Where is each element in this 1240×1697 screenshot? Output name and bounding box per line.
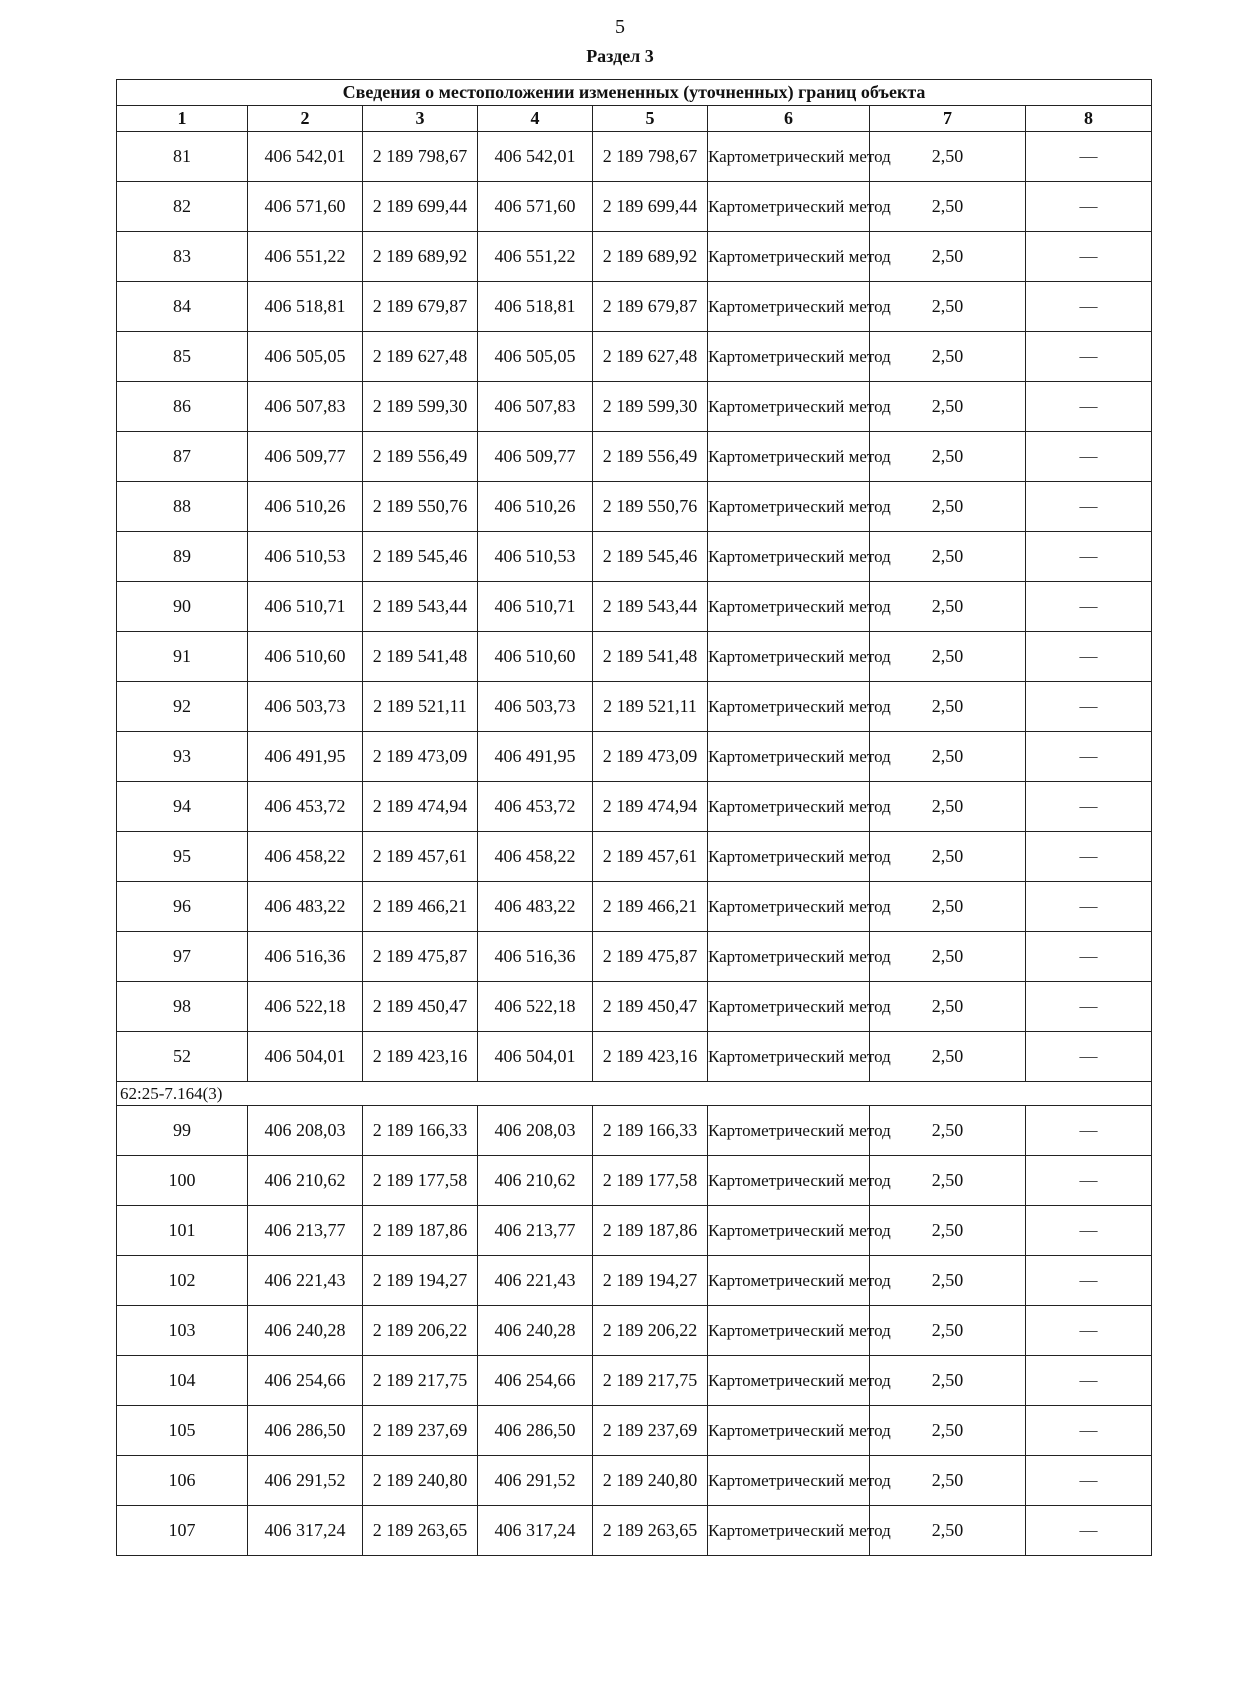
new-y-cell: 2 189 237,69	[593, 1406, 708, 1456]
new-y-cell: 2 189 263,65	[593, 1506, 708, 1556]
description-cell: —	[1026, 232, 1152, 282]
point-number-cell: 83	[117, 232, 248, 282]
existing-x-cell: 406 510,60	[248, 632, 363, 682]
table-row	[117, 882, 1152, 932]
method-cell: Картометрический метод	[708, 232, 870, 282]
accuracy-cell: 2,50	[870, 982, 1026, 1032]
new-y-cell: 2 189 423,16	[593, 1032, 708, 1082]
accuracy-cell: 2,50	[870, 382, 1026, 432]
method-cell: Картометрический метод	[708, 582, 870, 632]
new-x-cell: 406 504,01	[478, 1032, 593, 1082]
new-x-cell: 406 286,50	[478, 1406, 593, 1456]
accuracy-cell: 2,50	[870, 1306, 1026, 1356]
method-cell: Картометрический метод	[708, 1206, 870, 1256]
table-row	[117, 332, 1152, 382]
description-cell: —	[1026, 1156, 1152, 1206]
new-y-cell: 2 189 450,47	[593, 982, 708, 1032]
new-x-cell: 406 210,62	[478, 1156, 593, 1206]
existing-x-cell: 406 522,18	[248, 982, 363, 1032]
point-number-cell: 102	[117, 1256, 248, 1306]
accuracy-cell: 2,50	[870, 582, 1026, 632]
existing-x-cell: 406 317,24	[248, 1506, 363, 1556]
existing-y-cell: 2 189 237,69	[363, 1406, 478, 1456]
accuracy-cell: 2,50	[870, 1456, 1026, 1506]
accuracy-cell: 2,50	[870, 532, 1026, 582]
existing-x-cell: 406 571,60	[248, 182, 363, 232]
method-cell: Картометрический метод	[708, 382, 870, 432]
description-cell: —	[1026, 482, 1152, 532]
existing-y-cell: 2 189 689,92	[363, 232, 478, 282]
accuracy-cell: 2,50	[870, 882, 1026, 932]
description-cell: —	[1026, 182, 1152, 232]
method-cell: Картометрический метод	[708, 332, 870, 382]
new-x-cell: 406 510,60	[478, 632, 593, 682]
new-y-cell: 2 189 699,44	[593, 182, 708, 232]
accuracy-cell: 2,50	[870, 1256, 1026, 1306]
description-cell: —	[1026, 1106, 1152, 1156]
new-x-cell: 406 509,77	[478, 432, 593, 482]
new-x-cell: 406 571,60	[478, 182, 593, 232]
existing-x-cell: 406 213,77	[248, 1206, 363, 1256]
table-row	[117, 1306, 1152, 1356]
new-y-cell: 2 189 545,46	[593, 532, 708, 582]
existing-x-cell: 406 505,05	[248, 332, 363, 382]
accuracy-cell: 2,50	[870, 732, 1026, 782]
accuracy-cell: 2,50	[870, 282, 1026, 332]
new-x-cell: 406 518,81	[478, 282, 593, 332]
method-cell: Картометрический метод	[708, 532, 870, 582]
method-cell: Картометрический метод	[708, 782, 870, 832]
column-number-3: 3	[363, 106, 478, 132]
accuracy-cell: 2,50	[870, 1106, 1026, 1156]
table-row	[117, 632, 1152, 682]
existing-y-cell: 2 189 627,48	[363, 332, 478, 382]
existing-x-cell: 406 208,03	[248, 1106, 363, 1156]
page-number: 5	[615, 16, 625, 38]
table-row	[117, 1106, 1152, 1156]
column-number-2: 2	[248, 106, 363, 132]
existing-x-cell: 406 210,62	[248, 1156, 363, 1206]
table-row	[117, 832, 1152, 882]
table-row	[117, 432, 1152, 482]
existing-y-cell: 2 189 177,58	[363, 1156, 478, 1206]
existing-y-cell: 2 189 194,27	[363, 1256, 478, 1306]
method-cell: Картометрический метод	[708, 432, 870, 482]
table-row	[117, 1156, 1152, 1206]
method-cell: Картометрический метод	[708, 932, 870, 982]
table-row	[117, 1456, 1152, 1506]
method-cell: Картометрический метод	[708, 1156, 870, 1206]
description-cell: —	[1026, 1256, 1152, 1306]
method-cell: Картометрический метод	[708, 882, 870, 932]
method-cell: Картометрический метод	[708, 1256, 870, 1306]
new-y-cell: 2 189 599,30	[593, 382, 708, 432]
column-number-4: 4	[478, 106, 593, 132]
existing-y-cell: 2 189 206,22	[363, 1306, 478, 1356]
accuracy-cell: 2,50	[870, 1206, 1026, 1256]
point-number-cell: 100	[117, 1156, 248, 1206]
new-y-cell: 2 189 543,44	[593, 582, 708, 632]
existing-x-cell: 406 483,22	[248, 882, 363, 932]
boundary-coordinates-table	[116, 79, 1152, 1556]
point-number-cell: 86	[117, 382, 248, 432]
existing-y-cell: 2 189 541,48	[363, 632, 478, 682]
new-x-cell: 406 510,26	[478, 482, 593, 532]
new-x-cell: 406 542,01	[478, 132, 593, 182]
point-number-cell: 81	[117, 132, 248, 182]
new-x-cell: 406 291,52	[478, 1456, 593, 1506]
description-cell: —	[1026, 932, 1152, 982]
new-y-cell: 2 189 473,09	[593, 732, 708, 782]
method-cell: Картометрический метод	[708, 732, 870, 782]
existing-y-cell: 2 189 679,87	[363, 282, 478, 332]
new-y-cell: 2 189 206,22	[593, 1306, 708, 1356]
new-y-cell: 2 189 627,48	[593, 332, 708, 382]
existing-y-cell: 2 189 166,33	[363, 1106, 478, 1156]
table-caption: Сведения о местоположении измененных (уточненных) границ объекта	[117, 80, 1152, 106]
existing-y-cell: 2 189 457,61	[363, 832, 478, 882]
new-y-cell: 2 189 541,48	[593, 632, 708, 682]
existing-x-cell: 406 286,50	[248, 1406, 363, 1456]
accuracy-cell: 2,50	[870, 632, 1026, 682]
point-number-cell: 99	[117, 1106, 248, 1156]
new-y-cell: 2 189 217,75	[593, 1356, 708, 1406]
description-cell: —	[1026, 782, 1152, 832]
existing-y-cell: 2 189 699,44	[363, 182, 478, 232]
point-number-cell: 92	[117, 682, 248, 732]
method-cell: Картометрический метод	[708, 1306, 870, 1356]
existing-x-cell: 406 510,26	[248, 482, 363, 532]
existing-y-cell: 2 189 240,80	[363, 1456, 478, 1506]
table-row	[117, 1206, 1152, 1256]
description-cell: —	[1026, 882, 1152, 932]
new-y-cell: 2 189 475,87	[593, 932, 708, 982]
column-numbers-row	[117, 106, 1152, 132]
description-cell: —	[1026, 332, 1152, 382]
existing-y-cell: 2 189 475,87	[363, 932, 478, 982]
table-row	[117, 382, 1152, 432]
description-cell: —	[1026, 1406, 1152, 1456]
description-cell: —	[1026, 432, 1152, 482]
table-row	[117, 1406, 1152, 1456]
accuracy-cell: 2,50	[870, 332, 1026, 382]
new-x-cell: 406 507,83	[478, 382, 593, 432]
existing-y-cell: 2 189 545,46	[363, 532, 478, 582]
existing-x-cell: 406 503,73	[248, 682, 363, 732]
new-x-cell: 406 208,03	[478, 1106, 593, 1156]
table-row	[117, 532, 1152, 582]
point-number-cell: 106	[117, 1456, 248, 1506]
new-y-cell: 2 189 474,94	[593, 782, 708, 832]
table-row	[117, 732, 1152, 782]
point-number-cell: 94	[117, 782, 248, 832]
column-number-7: 7	[870, 106, 1026, 132]
accuracy-cell: 2,50	[870, 832, 1026, 882]
new-x-cell: 406 458,22	[478, 832, 593, 882]
accuracy-cell: 2,50	[870, 482, 1026, 532]
new-y-cell: 2 189 240,80	[593, 1456, 708, 1506]
accuracy-cell: 2,50	[870, 1356, 1026, 1406]
method-cell: Картометрический метод	[708, 1506, 870, 1556]
accuracy-cell: 2,50	[870, 1506, 1026, 1556]
method-cell: Картометрический метод	[708, 832, 870, 882]
table-row	[117, 582, 1152, 632]
existing-x-cell: 406 458,22	[248, 832, 363, 882]
accuracy-cell: 2,50	[870, 132, 1026, 182]
new-x-cell: 406 240,28	[478, 1306, 593, 1356]
column-number-6: 6	[708, 106, 870, 132]
existing-x-cell: 406 453,72	[248, 782, 363, 832]
existing-x-cell: 406 516,36	[248, 932, 363, 982]
table-row	[117, 782, 1152, 832]
point-number-cell: 89	[117, 532, 248, 582]
new-y-cell: 2 189 679,87	[593, 282, 708, 332]
description-cell: —	[1026, 532, 1152, 582]
new-y-cell: 2 189 194,27	[593, 1256, 708, 1306]
table-row	[117, 1032, 1152, 1082]
existing-y-cell: 2 189 263,65	[363, 1506, 478, 1556]
description-cell: —	[1026, 1506, 1152, 1556]
method-cell: Картометрический метод	[708, 1106, 870, 1156]
section-title: Раздел 3	[586, 46, 654, 66]
new-y-cell: 2 189 166,33	[593, 1106, 708, 1156]
description-cell: —	[1026, 832, 1152, 882]
new-y-cell: 2 189 798,67	[593, 132, 708, 182]
existing-x-cell: 406 510,71	[248, 582, 363, 632]
table-row	[117, 1506, 1152, 1556]
group-label: 62:25-7.164(3)	[117, 1082, 1152, 1106]
method-cell: Картометрический метод	[708, 482, 870, 532]
table-row	[117, 182, 1152, 232]
description-cell: —	[1026, 682, 1152, 732]
table-row	[117, 1256, 1152, 1306]
existing-y-cell: 2 189 550,76	[363, 482, 478, 532]
new-y-cell: 2 189 177,58	[593, 1156, 708, 1206]
new-x-cell: 406 491,95	[478, 732, 593, 782]
new-x-cell: 406 510,53	[478, 532, 593, 582]
accuracy-cell: 2,50	[870, 432, 1026, 482]
method-cell: Картометрический метод	[708, 182, 870, 232]
point-number-cell: 107	[117, 1506, 248, 1556]
description-cell: —	[1026, 1032, 1152, 1082]
point-number-cell: 82	[117, 182, 248, 232]
existing-x-cell: 406 510,53	[248, 532, 363, 582]
new-y-cell: 2 189 689,92	[593, 232, 708, 282]
point-number-cell: 90	[117, 582, 248, 632]
existing-x-cell: 406 291,52	[248, 1456, 363, 1506]
table-row	[117, 1356, 1152, 1406]
existing-y-cell: 2 189 599,30	[363, 382, 478, 432]
table-row	[117, 282, 1152, 332]
method-cell: Картометрический метод	[708, 1356, 870, 1406]
existing-y-cell: 2 189 521,11	[363, 682, 478, 732]
accuracy-cell: 2,50	[870, 182, 1026, 232]
point-number-cell: 97	[117, 932, 248, 982]
new-y-cell: 2 189 466,21	[593, 882, 708, 932]
column-number-5: 5	[593, 106, 708, 132]
existing-y-cell: 2 189 466,21	[363, 882, 478, 932]
existing-x-cell: 406 518,81	[248, 282, 363, 332]
accuracy-cell: 2,50	[870, 682, 1026, 732]
existing-y-cell: 2 189 543,44	[363, 582, 478, 632]
method-cell: Картометрический метод	[708, 632, 870, 682]
column-number-8: 8	[1026, 106, 1152, 132]
description-cell: —	[1026, 632, 1152, 682]
new-x-cell: 406 483,22	[478, 882, 593, 932]
point-number-cell: 52	[117, 1032, 248, 1082]
method-cell: Картометрический метод	[708, 1406, 870, 1456]
table-row	[117, 482, 1152, 532]
point-number-cell: 95	[117, 832, 248, 882]
existing-y-cell: 2 189 556,49	[363, 432, 478, 482]
new-y-cell: 2 189 556,49	[593, 432, 708, 482]
existing-x-cell: 406 542,01	[248, 132, 363, 182]
table-row	[117, 982, 1152, 1032]
new-x-cell: 406 516,36	[478, 932, 593, 982]
column-number-1: 1	[117, 106, 248, 132]
description-cell: —	[1026, 132, 1152, 182]
point-number-cell: 101	[117, 1206, 248, 1256]
existing-x-cell: 406 491,95	[248, 732, 363, 782]
existing-y-cell: 2 189 473,09	[363, 732, 478, 782]
point-number-cell: 88	[117, 482, 248, 532]
table-body	[117, 132, 1152, 1556]
new-x-cell: 406 254,66	[478, 1356, 593, 1406]
accuracy-cell: 2,50	[870, 782, 1026, 832]
existing-x-cell: 406 551,22	[248, 232, 363, 282]
point-number-cell: 84	[117, 282, 248, 332]
existing-y-cell: 2 189 187,86	[363, 1206, 478, 1256]
new-y-cell: 2 189 187,86	[593, 1206, 708, 1256]
point-number-cell: 98	[117, 982, 248, 1032]
existing-x-cell: 406 504,01	[248, 1032, 363, 1082]
new-x-cell: 406 510,71	[478, 582, 593, 632]
accuracy-cell: 2,50	[870, 932, 1026, 982]
new-x-cell: 406 503,73	[478, 682, 593, 732]
method-cell: Картометрический метод	[708, 1456, 870, 1506]
new-y-cell: 2 189 550,76	[593, 482, 708, 532]
method-cell: Картометрический метод	[708, 682, 870, 732]
description-cell: —	[1026, 1306, 1152, 1356]
existing-y-cell: 2 189 423,16	[363, 1032, 478, 1082]
new-x-cell: 406 453,72	[478, 782, 593, 832]
existing-y-cell: 2 189 798,67	[363, 132, 478, 182]
point-number-cell: 91	[117, 632, 248, 682]
accuracy-cell: 2,50	[870, 1032, 1026, 1082]
new-y-cell: 2 189 521,11	[593, 682, 708, 732]
point-number-cell: 105	[117, 1406, 248, 1456]
new-x-cell: 406 317,24	[478, 1506, 593, 1556]
description-cell: —	[1026, 982, 1152, 1032]
group-header-row	[117, 1082, 1152, 1106]
point-number-cell: 103	[117, 1306, 248, 1356]
existing-x-cell: 406 507,83	[248, 382, 363, 432]
existing-x-cell: 406 254,66	[248, 1356, 363, 1406]
new-y-cell: 2 189 457,61	[593, 832, 708, 882]
description-cell: —	[1026, 382, 1152, 432]
description-cell: —	[1026, 1206, 1152, 1256]
point-number-cell: 85	[117, 332, 248, 382]
new-x-cell: 406 505,05	[478, 332, 593, 382]
description-cell: —	[1026, 582, 1152, 632]
new-x-cell: 406 221,43	[478, 1256, 593, 1306]
table-caption-row	[117, 80, 1152, 106]
accuracy-cell: 2,50	[870, 232, 1026, 282]
existing-y-cell: 2 189 474,94	[363, 782, 478, 832]
method-cell: Картометрический метод	[708, 982, 870, 1032]
new-x-cell: 406 213,77	[478, 1206, 593, 1256]
point-number-cell: 104	[117, 1356, 248, 1406]
table-row	[117, 132, 1152, 182]
description-cell: —	[1026, 1356, 1152, 1406]
table-row	[117, 932, 1152, 982]
accuracy-cell: 2,50	[870, 1406, 1026, 1456]
method-cell: Картометрический метод	[708, 1032, 870, 1082]
description-cell: —	[1026, 1456, 1152, 1506]
existing-y-cell: 2 189 450,47	[363, 982, 478, 1032]
method-cell: Картометрический метод	[708, 132, 870, 182]
existing-x-cell: 406 221,43	[248, 1256, 363, 1306]
table-row	[117, 232, 1152, 282]
point-number-cell: 87	[117, 432, 248, 482]
description-cell: —	[1026, 282, 1152, 332]
existing-x-cell: 406 509,77	[248, 432, 363, 482]
method-cell: Картометрический метод	[708, 282, 870, 332]
accuracy-cell: 2,50	[870, 1156, 1026, 1206]
existing-y-cell: 2 189 217,75	[363, 1356, 478, 1406]
new-x-cell: 406 522,18	[478, 982, 593, 1032]
table-row	[117, 682, 1152, 732]
new-x-cell: 406 551,22	[478, 232, 593, 282]
point-number-cell: 96	[117, 882, 248, 932]
existing-x-cell: 406 240,28	[248, 1306, 363, 1356]
point-number-cell: 93	[117, 732, 248, 782]
description-cell: —	[1026, 732, 1152, 782]
